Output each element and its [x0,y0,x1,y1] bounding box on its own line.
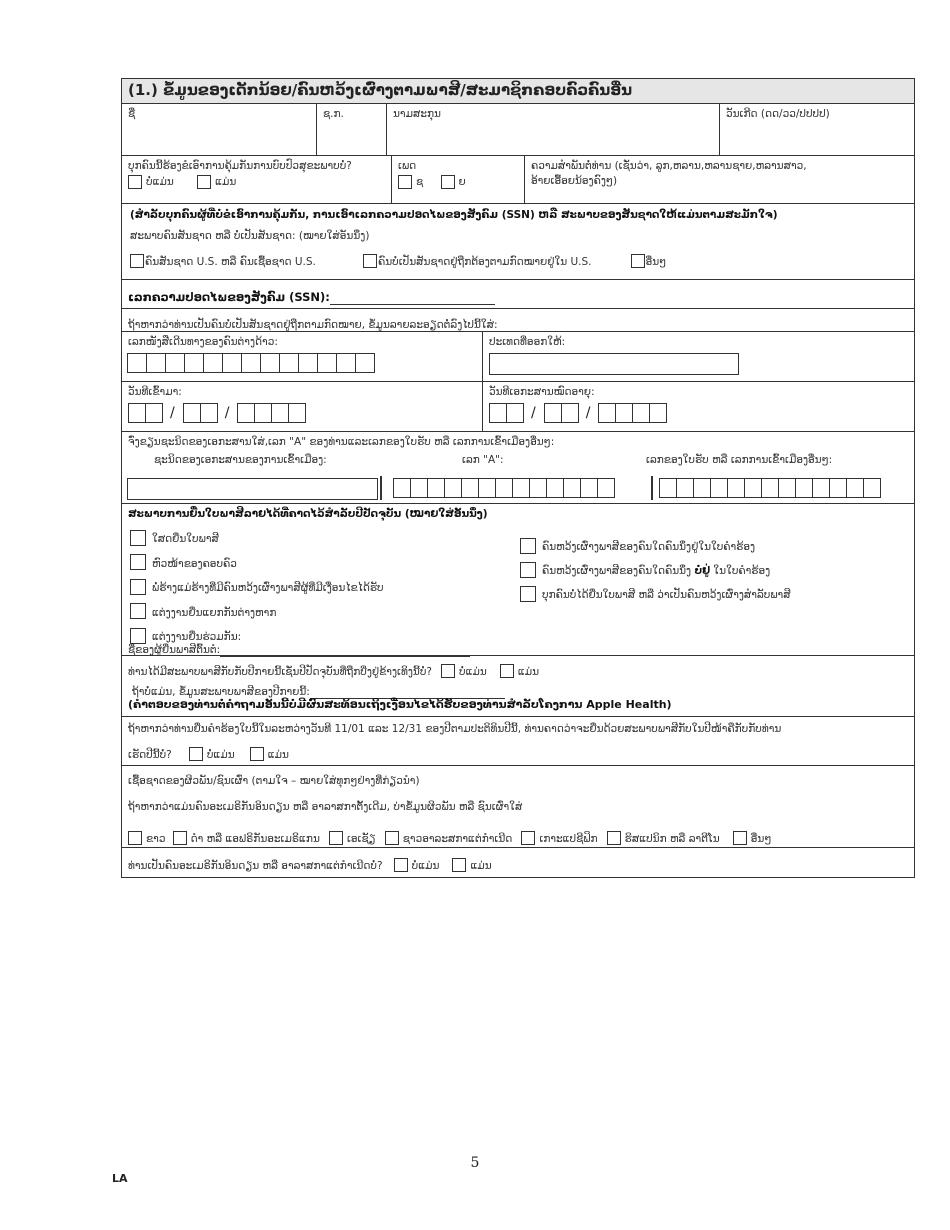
tax-dependent-not-on-app-checkbox[interactable] [520,562,536,578]
citizenship-row: (ສຳລັບບຸກຄົນຜູ້ທີ່ບໍ່ຂໍເອົາການຄຸ້ມກັນ, ການເອົາເລກຄວາມປອດໄພຂອງສັງຄົມ (SSN) ຫລື ສະພາບຂອງສັນຊາດໃຫ້ແມ່ນຕາມສະມັກໃຈ) ສະພາບຄົນສັນຊາດ ຫລື ບໍ່ເປັນສັນຊາດ: (ໝາຍໃສ່ອັນນຶ່ງ) ຄົນສັນຊາດ U.S. ຫລື ຄົນເຊື້ອຊາດ U.S. ຄົນບໍ່ເປັນສັນຊາດຢູ່ຖືກຕ້ອງຕາມກົດໝາຍຢູ່ໃນ U.S. ອື່ນໆ [122,204,914,280]
race-alaska-native-checkbox[interactable] [385,831,399,845]
race-pacific-islander-checkbox[interactable] [521,831,535,845]
noncitizen-note-row: ຖ້າຫາກວ່າທ່ານເປັນຄົນບໍ່ເປັນສັນຊາດຢູ່ຖືກຕາມກົດໝາຍ, ຂໍ້ມູນລາຍລະອຽດຕໍ່ລົງໄປນີ້ໃສ່: [122,309,914,332]
tax-head-household-checkbox[interactable] [130,554,146,570]
entry-date-cell: ວັນທີເຂົ້າມາ: / / [122,382,483,431]
sex-female-checkbox[interactable] [441,175,455,189]
applying-question: ບຸກຄົນນີ້ຮ້ອງຂໍເອົາການຄຸ້ມກັນການບົບປົວສຸຂະພາບບໍ່? [128,160,352,172]
first-name-field[interactable]: ຊື່ [122,104,317,155]
race-hispanic-checkbox[interactable] [607,831,621,845]
other-citizenship-checkbox[interactable] [631,254,645,268]
language-code: LA [112,1172,128,1185]
section-title: (1.) ຂໍ້ມູນຂອງເດັກນ້ອຍ/ຄົນຫວ້ງເຜົ່າງຕາມພາສີ/ສະມາຊິກຄອບຄົວຄົນອື່ນ [122,79,914,104]
tax-married-separate-checkbox[interactable] [130,603,146,619]
race-asian-checkbox[interactable] [329,831,343,845]
country-input[interactable] [489,353,739,375]
race-other-checkbox[interactable] [733,831,747,845]
document-info-row: ຈົ່ງຂຽນຊະນິດຂອງເອກະສານໃສ່,ເລກ "A" ຂອງທ່ານແລະເລກຂອງໃບຮັບ ຫລື ເລກການເຂົ້າເມືອງອື່ນໆ: ຊະນິດຂອງເອກະສານຂອງການເຂົ້າເມືອງ: ເລກ "A": ເລກຂອງໃບຮັບ ຫລື ເລກການເຂົ້າເມືອງອື່ນໆ: [122,432,914,504]
document-type-input[interactable] [127,478,378,500]
next-year-yes-checkbox[interactable] [250,747,264,761]
dates-row [122,382,914,432]
apple-health-note: (ຄຳຕອບຂອງທ່ານຕໍ່ຄຳຖາມອັນນີ້ບໍ່ມີຜົນສະທ້ອນເຖິງເງື່ອນໄຂໄດ້ຮັບຂອງທ່ານສຳລັບໂຄງການ Apple Health) [128,698,672,711]
applying-cell: ບຸກຄົນນີ້ຮ້ອງຂໍເອົາການຄຸ້ມກັນການບົບປົວສຸຂະພາບບໍ່? ບໍ່ແມ່ນ ແມ່ນ [122,156,392,203]
entry-date-input[interactable]: / / [128,403,476,423]
lawful-noncitizen-checkbox[interactable] [363,254,377,268]
tax-not-filing-checkbox[interactable] [520,586,536,602]
race-options: ຂາວ ດຳ ຫລື ແອຟຣິກັນອະເມຣິແກນ ເອເຊັຽ ຊາວອາລະສກາແຕ່ກຳເນີດ ເກາະແປຊີຟິກ ຮິສແປນິກ ຫລື ລາຕີໂນ ອື່ນໆ [128,827,771,846]
tax-single-checkbox[interactable] [130,530,146,546]
race-white-checkbox[interactable] [128,831,142,845]
prior-tax-no-checkbox[interactable] [441,664,455,678]
ssn-input[interactable] [330,292,495,305]
prior-tax-row: ທ່ານໄດ້ມີສະພາບພາສີກັບກັບປີກາຍນີ້ເຊັ່ນປີປັດຈຸບັນທີ່ຖືກບີ່ງຢູ່ຂ້າງເທິງນີ້ບໍ່? ບໍ່ແມ່ນ ແມ່ນ ຖ້າບໍ່ແມ່ນ, ຂໍ້ມູນສະພາບພາສີຂອງປີກາຍນີ້: (ຄຳຕອບຂອງທ່ານຕໍ່ຄຳຖາມອັນນີ້ບໍ່ມີຜົນສະທ້ອນເຖິງເງື່ອນໄຂໄດ້ຮັບຂອງທ່ານສຳລັບໂຄງການ Apple Health) [122,656,914,717]
applying-no-checkbox[interactable] [128,175,142,189]
page-number: 5 [470,1155,480,1171]
race-black-checkbox[interactable] [173,831,187,845]
applying-yes-checkbox[interactable] [197,175,211,189]
name-row [122,104,914,156]
receipt-number-boxes[interactable] [659,478,880,498]
last-name-field[interactable]: ນາມສະກຸນ [387,104,720,155]
native-row: ທ່ານເປັນຄົນອະເມຣິກັນອິນດຽນ ຫລື ອາລາສກາແຕ່ກຳເນີດບໍ່? ບໍ່ແມ່ນ ແມ່ນ [122,848,914,877]
native-yes-checkbox[interactable] [452,858,466,872]
dob-field[interactable]: ວັນເກີດ (ດດ/ວວ/ປປປປ) [726,108,830,120]
next-year-no-checkbox[interactable] [189,747,203,761]
tax-filing-heading: ສະພາບການຍື່ນໃບພາສີລາຍໄດ້ທີ່ຄາດໄວ້ສຳລັບປີປັດຈຸບັນ (ໝາຍໃສ່ອັນນຶ່ງ) [128,508,488,520]
doc-expiration-input[interactable]: / / [489,403,908,423]
country-cell: ປະເທດທີ່ອອກໃຫ້: [483,332,914,381]
prior-tax-yes-checkbox[interactable] [500,664,514,678]
citizenship-heading: (ສຳລັບບຸກຄົນຜູ້ທີ່ບໍ່ຂໍເອົາການຄຸ້ມກັນ, ການເອົາເລກຄວາມປອດໄພຂອງສັງຄົມ (SSN) ຫລື ສະພາບຂອງສັນຊາດໃຫ້ແມ່ນຕາມສະມັກໃຈ) [130,209,778,221]
tax-left-options: ໃສດຍື່ນໃບພາສີ ຫົວໜ້າຂອງຄອບຄົວ ພໍ່ຮ້າງແມ່ຮ້າງທີ່ມີຄົນຫວ້ງເຜົ່າງພາສີຜູ້ທີ່ມີເງື່ອນໄຂໄດ້ຮັບ ແຕ່ງງານຍື່ນແຍກກັນຕ່າງຫາກ ແຕ່ງງານຍື່ນຮ່ວມກັນ: [130,526,384,649]
next-year-tax-row: ຖ້າຫາກວ່າທ່ານຍື່ນຄຳຮ້ອງໃບນີ້ໃນລະຫວ່າງວັນທີ 11/01 ແລະ 12/31 ຂອງປີຕາມປະຕິທິນປີນີ້, ທ່ານຄາດວ່າຈະຍື່ນດ້ວຍສະພາບພາສີກັບໃນປີໜ້າຄືກັບກັບທ່ານ ເຮັດປີນີ້ບໍ່? ບໍ່ແມ່ນ ແມ່ນ [122,717,914,766]
sex-male-checkbox[interactable] [398,175,412,189]
us-citizen-checkbox[interactable] [130,254,144,268]
tax-filing-row: ສະພາບການຍື່ນໃບພາສີລາຍໄດ້ທີ່ຄາດໄວ້ສຳລັບປີປັດຈຸບັນ (ໝາຍໃສ່ອັນນຶ່ງ) ໃສດຍື່ນໃບພາສີ ຫົວໜ້າຂອງຄອບຄົວ ພໍ່ຮ້າງແມ່ຮ້າງທີ່ມີຄົນຫວ້ງເຜົ່າງພາສີຜູ້ທີ່ມີເງື່ອນໄຂໄດ້ຮັບ ແຕ່ງງານຍື່ນແຍກກັນຕ່າງຫາກ ແຕ່ງງານຍື່ນຮ່ວມກັນ: ຄົນຫວ້ງເຜົ່າງພາສີຂອງຄົນໃດຄົນນຶ່ງຢູ່ໃນໃບຄຳຮ້ອງ ຄົນຫວ້ງເຜົ່າງພາສີຂອງຄົນໃດຄົນນຶ່ງ ບໍ່ຢູ່ ໃນໃບຄຳຮ້ອງ ບຸກຄົນບໍ່ໄດ້ຍື່ນໃບພາສີ ຫລື ວ່າເປັນຄົນຫວ້ງເຜົ່າງສຳລັບພາສີ ຊື່ຂອງຜູ້ຍື່ນພາສີຕົ້ນຕໍ: [122,504,914,656]
relationship-field[interactable]: ຄວາມສຳພັນຕໍ່ທ່ານ (ເຊັ່ນວ່າ, ລູກ,ຫລານ,ຫລານຊາຍ,ຫລານສາວ, ອ້າຍເອື້ອຍນ້ອງຄົງໆ) [531,160,807,187]
ssn-row: ເລກຄວາມປອດໄພຂອງສັງຄົມ (SSN): [122,280,914,309]
native-no-checkbox[interactable] [394,858,408,872]
race-row: ເຊື້ອຊາດຂອງຜິວພັນ/ຊົນເຜົ່າ (ຕາມໃຈ – ໝາຍໃສ່ທຸກໆຢ່າງທີ່ກ່ຽວນຳ) ຖ້າຫາກວ່າແມ່ນຄົນອະເມຣິກັນອິນດຽນ ຫລື ອາລາສກາຕັ້ງເດີມ, ບ່າຂໍ້ມູນຜິວພັນ ຫລື ຊົນເຜົ່າໃສ່ ຂາວ ດຳ ຫລື ແອຟຣິກັນອະເມຣິແກນ ເອເຊັຽ ຊາວອາລະສກາແຕ່ກຳເນີດ ເກາະແປຊີຟິກ ຮິສແປນິກ ຫລື ລາຕີໂນ ອື່ນໆ [122,766,914,848]
middle-initial-field[interactable]: ຊ.ກ. [317,104,387,155]
passport-number-boxes[interactable] [127,353,476,373]
sex-cell: ເພດ ຊ ຍ [392,156,525,203]
applying-row [122,156,914,204]
tax-right-options: ຄົນຫວ້ງເຜົ່າງພາສີຂອງຄົນໃດຄົນນຶ່ງຢູ່ໃນໃບຄຳຮ້ອງ ຄົນຫວ້ງເຜົ່າງພາສີຂອງຄົນໃດຄົນນຶ່ງ ບໍ່ຢູ່ ໃນໃບຄຳຮ້ອງ ບຸກຄົນບໍ່ໄດ້ຍື່ນໃບພາສີ ຫລື ວ່າເປັນຄົນຫວ້ງເຜົ່າງສຳລັບພາສີ [520,534,791,606]
passport-cell: ເລກໜັງສືເດີນທາງຂອງຄົນຕ່າງດ້າວ: [122,332,483,381]
doc-expiration-cell: ວັນທີເອກະສານໝົດອາຍຸ: / / [483,382,914,431]
citizenship-status-label: ສະພາບຄົນສັນຊາດ ຫລື ບໍ່ເປັນສັນຊາດ: (ໝາຍໃສ່ອັນນຶ່ງ) [130,230,370,242]
tax-dependent-on-app-checkbox[interactable] [520,538,536,554]
applicant-form [121,78,915,878]
passport-row [122,332,914,382]
tax-qualifying-widow-checkbox[interactable] [130,579,146,595]
a-number-boxes[interactable] [393,478,614,498]
